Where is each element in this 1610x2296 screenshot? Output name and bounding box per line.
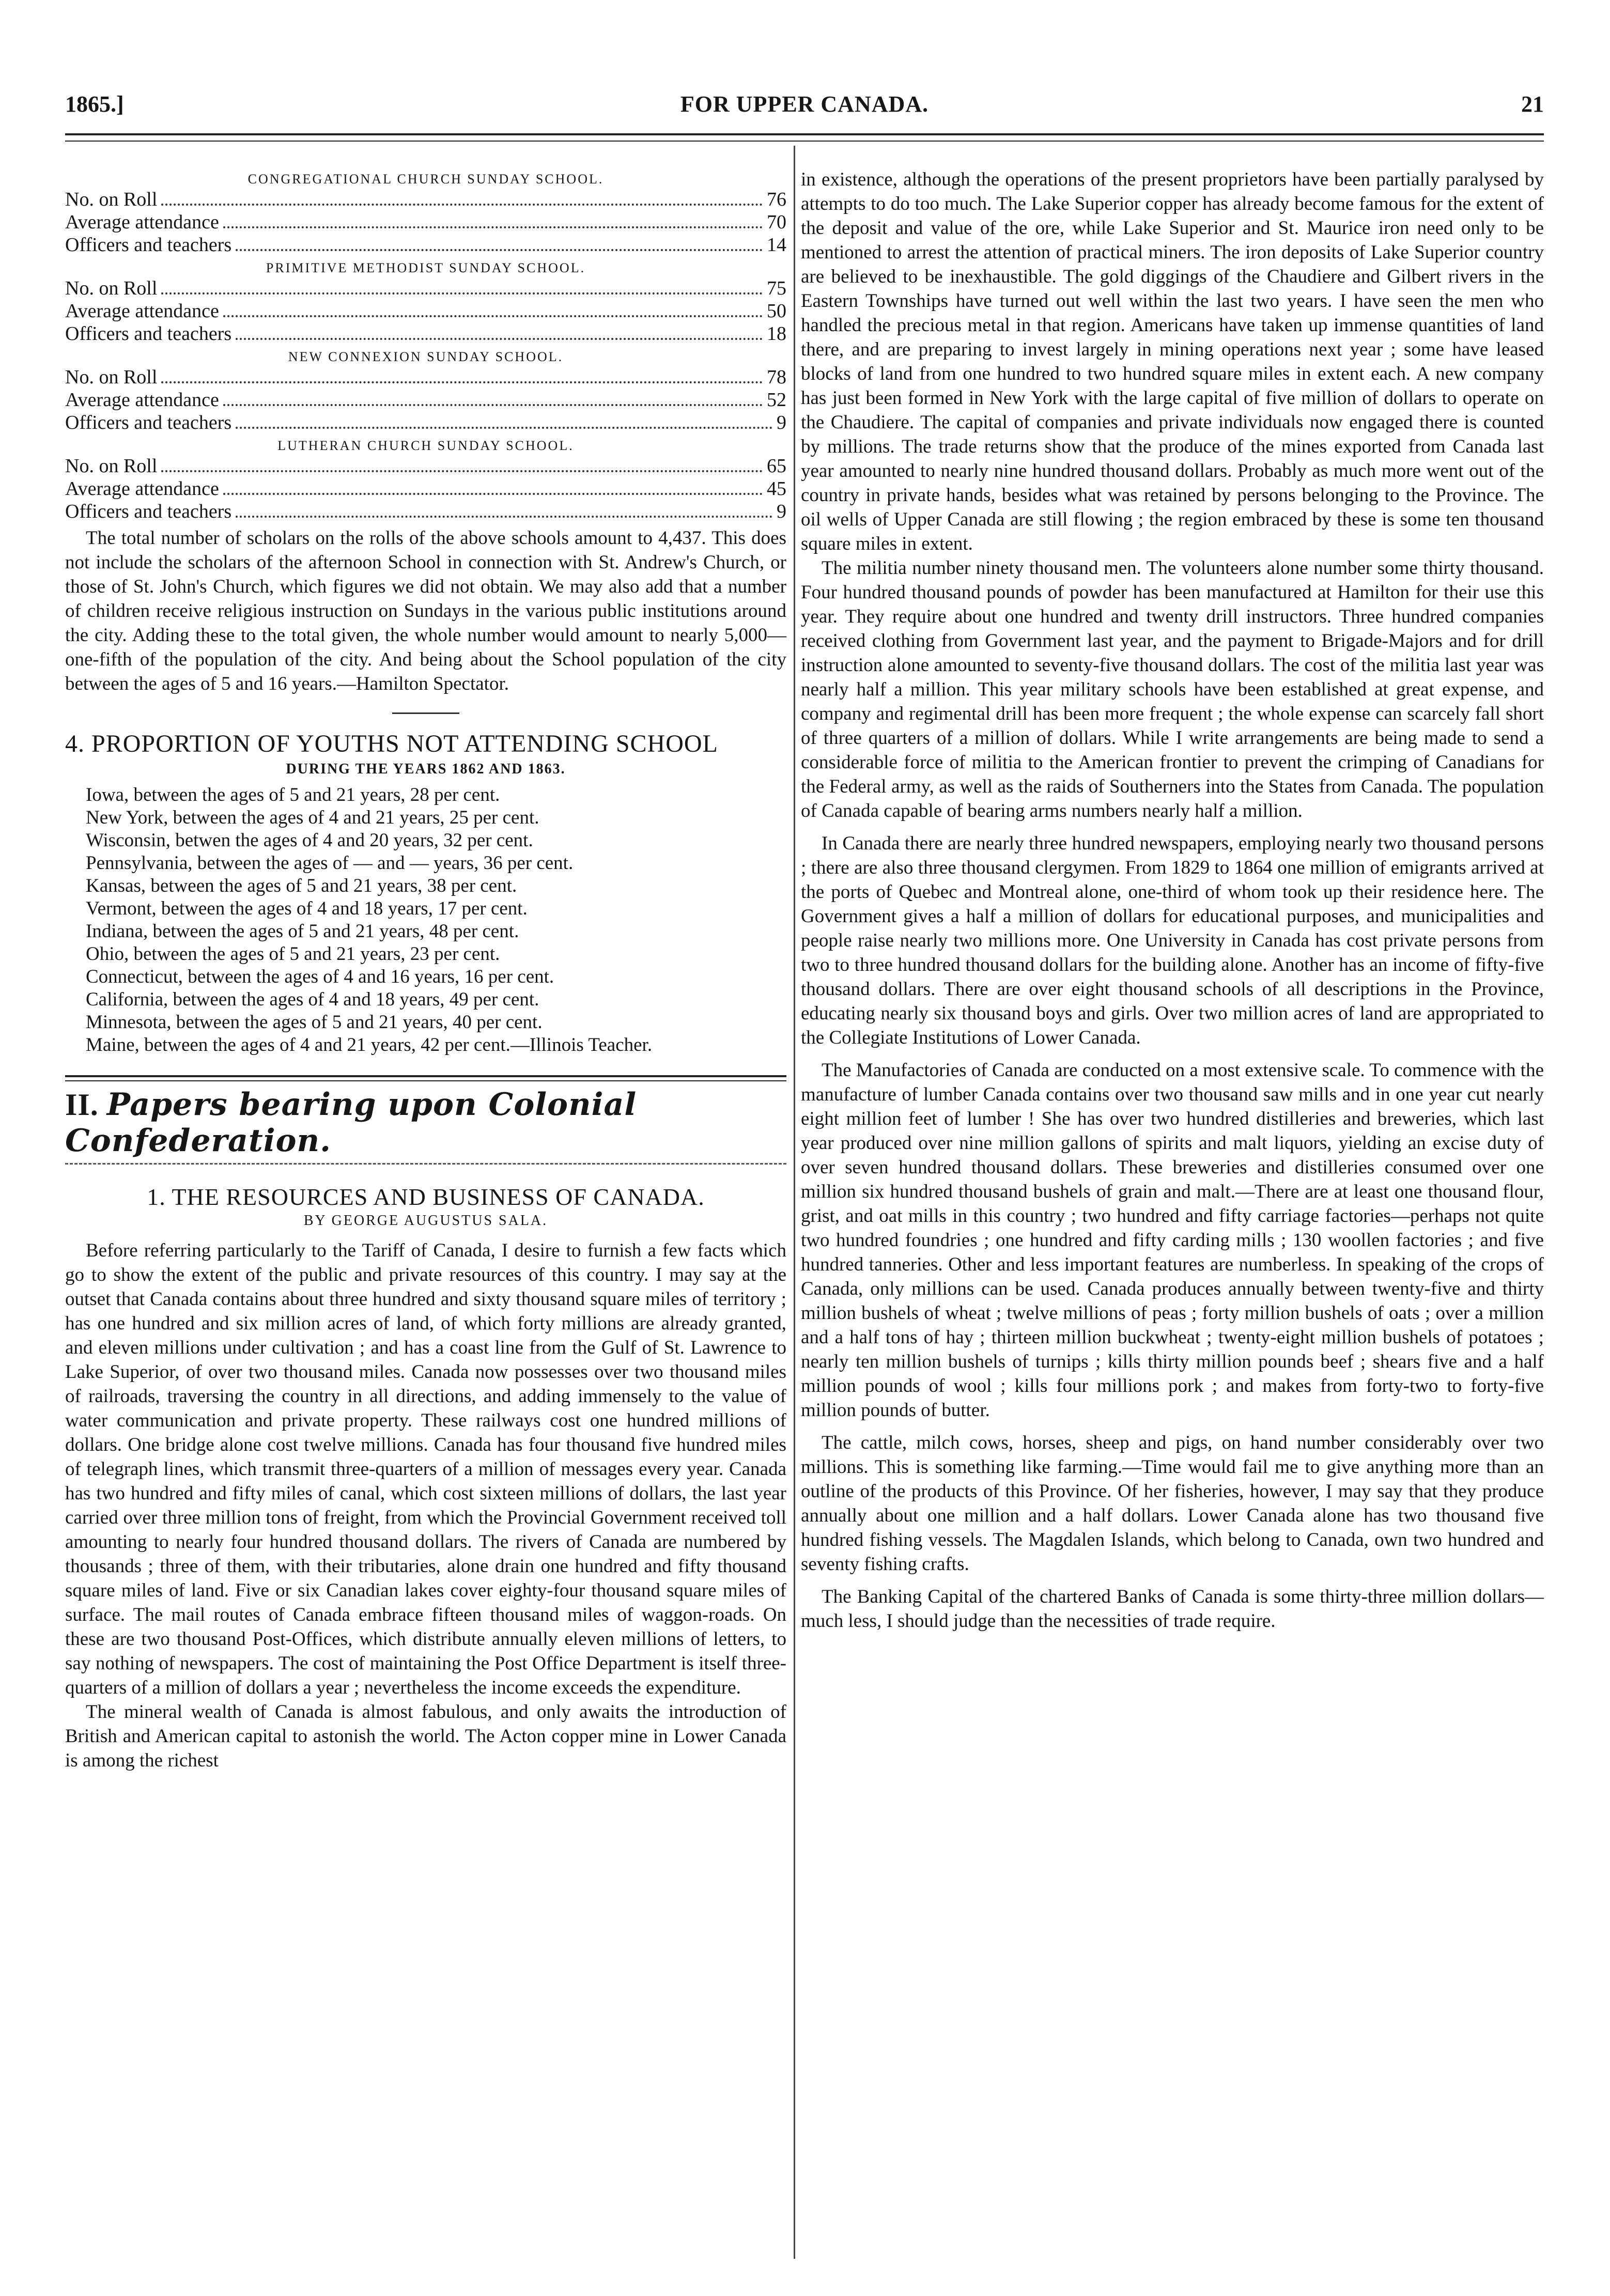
stat-value: 65 [767, 455, 786, 477]
stat-label: No. on Roll [65, 277, 158, 299]
page-number: 21 [1521, 91, 1544, 117]
proportion-item: Iowa, between the ages of 5 and 21 years, 28 per cent. [86, 784, 500, 805]
stat-value: 45 [767, 478, 786, 500]
school-stat-row [65, 211, 786, 234]
left-paragraph: The mineral wealth of Canada is almost fabulous, and only awaits the introduction of British and American capital to astonish the world. The Acton copper mine in Lower Canada is among the richest [65, 1701, 786, 1771]
paragraph-gap [801, 1422, 1544, 1431]
leader-dots [161, 470, 763, 472]
school-stat-row [65, 277, 786, 300]
school-stat-row [65, 389, 786, 411]
leader-dots [236, 427, 772, 429]
school-stat-row [65, 411, 786, 434]
school-stat-row [65, 322, 786, 345]
school-heading: NEW CONNEXION SUNDAY SCHOOL. [288, 349, 564, 364]
leader-dots [161, 292, 763, 294]
left-column [65, 167, 786, 1773]
stat-value: 50 [767, 300, 786, 322]
leader-dots [161, 204, 763, 206]
stat-value: 9 [777, 412, 786, 433]
header-rule-thin [65, 141, 1544, 142]
page-header [65, 91, 1544, 122]
sunday-school-tables [65, 172, 786, 523]
header-year: 1865.] [65, 91, 124, 117]
right-paragraph: The militia number ninety thousand men. The volunteers alone number some thirty thousand. Four hundred thousand pounds of powder has been manufactured at Hamilton for their use this year. They require about one hundred and twenty drill instructors. Three hundred companies received clothing from Government last year, and the payment to Brigade-Majors and for drill instruction alone amounted to seventy-five thousand dollars. The cost of the militia last year was nearly half a million. This year military schools have been established at great expense, and company and regimental drill has been more frequent ; the whole expense can scarcely fall short of three quarters of a million of dollars. While I write arrangements are being made to send a considerable force of militia to the American frontier to prevent the crimping of Canadians for the Federal army, as well as the raids of Southerners into the States from Canada. The population of Canada capable of bearing arms numbers nearly half a million. [801, 557, 1544, 821]
stat-label: Officers and teachers [65, 501, 232, 522]
part2-numeral: II. [65, 1088, 99, 1122]
right-paragraph: in existence, although the operations of the present proprietors have been partially paralysed by attempts to do too much. The Lake Superior copper has already become famous for the extent of the deposit and value of the ore, while Lake Superior and St. Maurice iron need only to be mentioned to arrest the attention of practical miners. The iron deposits of Lake Superior country are believed to be inexhaustible. The gold diggings of the Chaudiere and Gilbert rivers in the Eastern Townships have turned out well within the last two years. I have seen the men who handled the precious metal in that region. Americans have taken up immense quantities of land there, and are preparing to invest largely in mining operations next year ; some have leased blocks of land from one hundred to two hundred square miles in extent each. A new company has just been formed in New York with the large capital of five million of dollars to operate on the Chaudiere. The capital of companies and private individuals now engaged there is counted by millions. The trade returns show that the produce of the mines exported from Canada last year amounted to nearly nine hundred thousand dollars. Probably as much more went out of the country in private hands, besides what was retained by persons belonging to the Province. The oil wells of Upper Canada are still flowing ; the region embraced by these is some ten thousand square miles in extent. [801, 169, 1544, 554]
right-paragraph: The cattle, milch cows, horses, sheep and pigs, on hand number considerably over two millions. This is something like farming.—Time would fail me to give anything more than an outline of the products of this Province. Of her fisheries, however, I may say that they produce annually about one million and a half dollars. Lower Canada alone has two thousand five hundred fishing vessels. The Magdalen Islands, which belong to Canada, own two hundred and seventy fishing crafts. [801, 1432, 1544, 1575]
proportion-item: Minnesota, between the ages of 5 and 21 years, 40 per cent. [86, 1012, 543, 1033]
leader-dots [223, 404, 763, 406]
section4-subtitle: DURING THE YEARS 1862 AND 1863. [286, 761, 566, 777]
proportion-list [65, 784, 786, 1057]
article-title: 1. THE RESOURCES AND BUSINESS OF CANADA. [147, 1184, 705, 1210]
proportion-item: Indiana, between the ages of 5 and 21 years, 48 per cent. [86, 921, 519, 942]
proportion-item: Maine, between the ages of 4 and 21 years, 42 per cent.—Illinois Teacher. [86, 1034, 653, 1056]
stat-value: 9 [777, 501, 786, 522]
stat-value: 78 [767, 366, 786, 388]
leader-dots [161, 381, 763, 383]
stat-label: Average attendance [65, 478, 219, 500]
left-paragraph: Before referring particularly to the Tariff of Canada, I desire to furnish a few facts which go to show the extent of the public and private resources of this country. I may say at the outset that Canada contains about three hundred and sixty thousand square miles of territory ; has one hundred and six million acres of land, of which forty millions are already granted, and eleven millions under cultivation ; and has a coast line from the Gulf of St. Lawrence to Lake Superior, of over two thousand miles. Canada now possesses over two thousand miles of railroads, traversing the country in all directions, and adding immensely to the value of water communication and private property. These railways cost one hundred millions of dollars. One bridge alone cost twelve millions. Canada has four thousand five hundred miles of telegraph lines, which transmit three-quarters of a million of messages every year. Canada has two hundred and fifty miles of canal, which cost sixteen millions of dollars, the last year carried over three million tons of freight, from which the Provincial Government received toll amounting to nearly four hundred thousand dollars. The rivers of Canada are numbered by thousands ; three of them, with their tributaries, alone drain one hundred and fifty thousand square miles of land. Five or six Canadian lakes cover eighty-four thousand square miles of surface. The mail routes of Canada embrace fifteen thousand miles of waggon-roads. On these are two thousand Post-Offices, which distribute annually eleven millions of letters, to say nothing of newspapers. The cost of maintaining the Post Office Department is itself three-quarters of a million of dollars a year ; nevertheless the income exceeds the expenditure. [65, 1240, 786, 1698]
proportion-item: Wisconsin, betwen the ages of 4 and 20 years, 32 per cent. [86, 830, 533, 851]
part-wavy-rule [65, 1163, 786, 1165]
proportion-item: Pennsylvania, between the ages of — and — years, 36 per cent. [86, 852, 574, 874]
right-paragraph: The Manufactories of Canada are conducted on a most extensive scale. To commence with the manufacture of lumber Canada contains over two thousand saw mills and in one year cut nearly eight million feet of lumber ! She has over two hundred distilleries and breweries, which last year produced over nine million gallons of spirits and malt liquors, yielding an excise duty of over seven hundred thousand dollars. These breweries and distilleries consumed over one million six hundred thousand bushels of grain and malt.—There are at least one thousand flour, grist, and oat mills in this country ; two hundred and fifty carriage factories—perhaps not quite two hundred foundries ; one hundred and fifty carding mills ; 130 woollen factories ; and five hundred tanneries. Other and less important features are numberless. In speaking of the crops of Canada, only millions can be used. Canada produces annually between twenty-five and thirty million bushels of wheat ; twelve millions of peas ; forty million bushels of oats ; over a million and a half tons of hay ; thirteen million buckwheat ; twenty-eight million bushels of potatoes ; nearly ten million bushels of turnips ; kills thirty million pounds beef ; shears five and a half million pounds of wool ; kills four millions pork ; and makes from forty-two to forty-five million pounds of butter. [801, 1060, 1544, 1421]
paragraph-gap [801, 823, 1544, 831]
stat-value: 75 [767, 277, 786, 299]
school-stat-row [65, 477, 786, 500]
stat-value: 76 [767, 189, 786, 210]
school-heading: LUTHERAN CHURCH SUNDAY SCHOOL. [277, 438, 574, 453]
school-stat-row [65, 188, 786, 211]
right-paragraph: The Banking Capital of the chartered Banks of Canada is some thirty-three million dollars—much less, I should judge than the necessities of trade require. [801, 1586, 1544, 1632]
proportion-item: Ohio, between the ages of 5 and 21 years, 23 per cent. [86, 943, 500, 965]
column-divider [794, 146, 795, 2259]
proportion-item: Vermont, between the ages of 4 and 18 years, 17 per cent. [86, 898, 528, 919]
stat-label: No. on Roll [65, 189, 158, 210]
leader-dots [236, 338, 763, 340]
stat-value: 70 [767, 211, 786, 233]
stat-label: Average attendance [65, 389, 219, 411]
paragraph-gap [801, 1576, 1544, 1585]
stat-label: No. on Roll [65, 455, 158, 477]
leader-dots [223, 493, 763, 495]
stat-label: Officers and teachers [65, 234, 232, 256]
school-stat-row [65, 500, 786, 523]
school-stat-row [65, 366, 786, 389]
leader-dots [223, 226, 763, 228]
school-heading: CONGREGATIONAL CHURCH SUNDAY SCHOOL. [247, 172, 604, 187]
section4-title: 4. PROPORTION OF YOUTHS NOT ATTENDING SCHOOL [65, 730, 718, 757]
header-rule-thick [65, 133, 1544, 135]
stat-label: No. on Roll [65, 366, 158, 388]
proportion-item: California, between the ages of 4 and 18 years, 49 per cent. [86, 989, 539, 1010]
stat-label: Officers and teachers [65, 412, 232, 433]
section-divider [392, 712, 459, 714]
stat-label: Officers and teachers [65, 323, 232, 345]
school-stat-row [65, 300, 786, 322]
stat-label: Average attendance [65, 211, 219, 233]
leader-dots [236, 516, 772, 518]
stat-value: 14 [767, 234, 786, 256]
leader-dots [223, 315, 763, 317]
paragraph-gap [801, 1050, 1544, 1058]
proportion-item: Connecticut, between the ages of 4 and 16 years, 16 per cent. [86, 966, 554, 987]
school-stat-row [65, 234, 786, 256]
part-rule [65, 1075, 786, 1081]
part2-title: Papers bearing upon Colonial Confederation. [65, 1087, 637, 1159]
article-byline: BY GEORGE AUGUSTUS SALA. [303, 1213, 548, 1229]
total-paragraph: The total number of scholars on the rolls of the above schools amount to 4,437. This does not include the scholars of the afternoon School in connection with St. Andrew's Church, or those of St. John's Church, which figures we did not obtain. We may also add that a number of children receive religious instruction on Sundays in the various public institutions around the city. Adding these to the total given, the whole number would amount to nearly 5,000—one-fifth of the population of the city. And being about the School population of the city between the ages of 5 and 16 years.—Hamilton Spectator. [65, 528, 786, 694]
stat-label: Average attendance [65, 300, 219, 322]
part2-heading [65, 1087, 786, 1159]
right-paragraph: In Canada there are nearly three hundred newspapers, employing nearly two thousand persons ; there are also three thousand clergymen. From 1829 to 1864 one million of emigrants arrived at the ports of Quebec and Montreal alone, one-third of whom took up their residence here. The Government gives a half a million of dollars for educational purposes, and municipalities and people raise nearly two millions more. One University in Canada has cost private persons from two to three hundred thousand dollars for the building alone. Another has an income of fifty-five thousand dollars. There are over eight thousand schools of all descriptions in the Province, educating nearly six thousand boys and girls. Over two million acres of land are appropriated to the Collegiate Institutions of Lower Canada. [801, 833, 1544, 1048]
school-stat-row [65, 455, 786, 477]
stat-value: 52 [767, 389, 786, 411]
right-column [801, 167, 1544, 1633]
header-title: FOR UPPER CANADA. [680, 91, 929, 117]
stat-value: 18 [767, 323, 786, 345]
school-heading: PRIMITIVE METHODIST SUNDAY SCHOOL. [266, 260, 586, 275]
proportion-item: New York, between the ages of 4 and 21 years, 25 per cent. [86, 807, 539, 828]
leader-dots [236, 249, 763, 251]
proportion-item: Kansas, between the ages of 5 and 21 years, 38 per cent. [86, 875, 517, 896]
